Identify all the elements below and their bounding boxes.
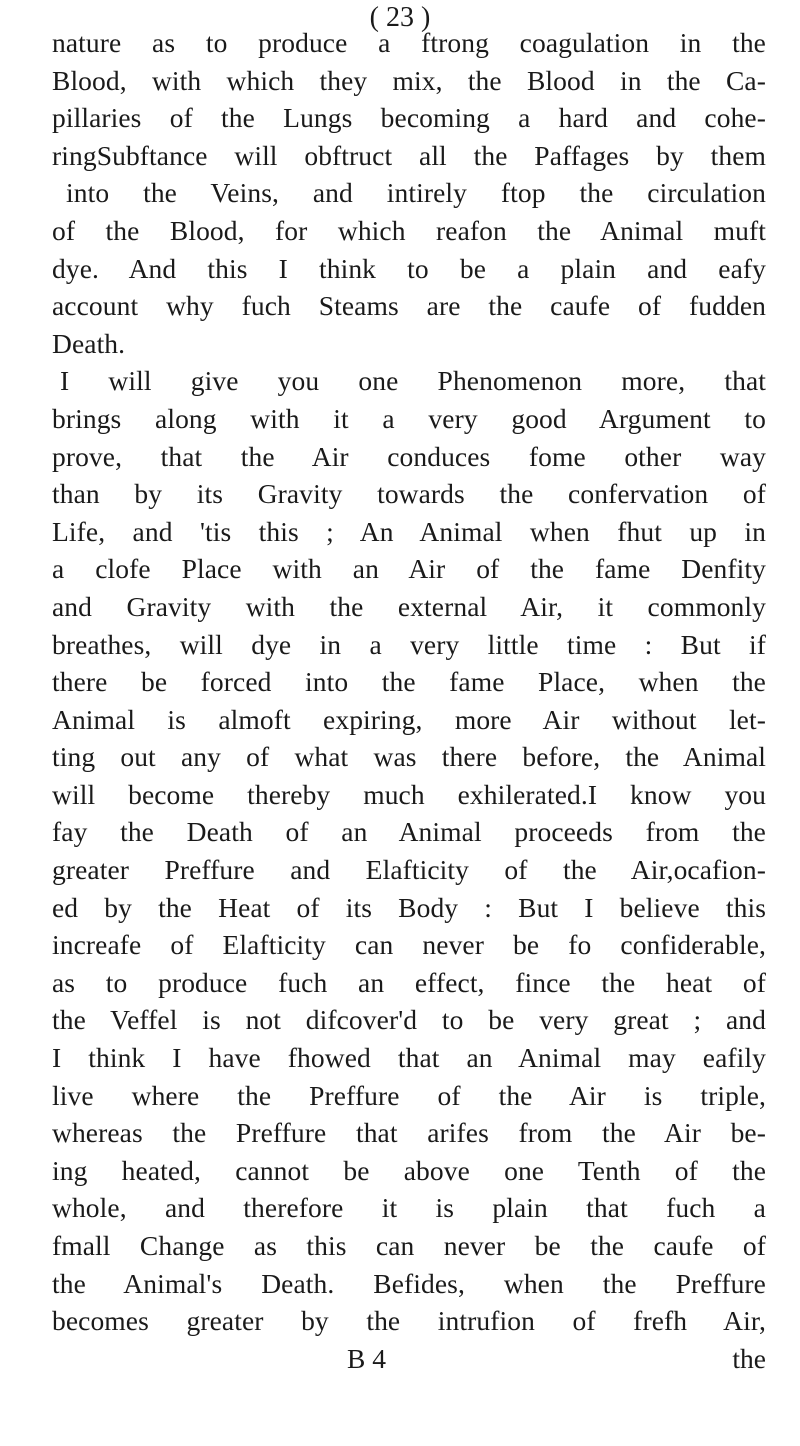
text-line: of the Blood, for which reafon the Animal muft <box>52 214 766 246</box>
signature-mark: B 4 <box>347 1342 386 1374</box>
text-line: than by its Gravity towards the confervation of <box>52 478 766 510</box>
text-line: a clofe Place with an Air of the fame Denfity <box>52 553 766 585</box>
text-line: nature as to produce a ftrong coagulation in the <box>52 27 766 58</box>
text-line: prove, that the Air conduces fome other way <box>52 440 766 472</box>
catchword: the <box>732 1342 766 1374</box>
text-line: there be forced into the fame Place, when the <box>52 666 766 698</box>
page-footer <box>52 1340 766 1378</box>
text-line: whereas the Preffure that arifes from the Air be- <box>52 1117 766 1149</box>
text-line: the Animal's Death. Befides, when the Preffure <box>52 1267 766 1299</box>
text-line: Death. <box>52 327 126 359</box>
text-line: fay the Death of an Animal proceeds from the <box>52 816 766 848</box>
text-line: Animal is almoft expiring, more Air without let- <box>52 703 766 735</box>
text-line: dye. And this I think to be a plain and eafy <box>52 252 766 284</box>
text-line: the Veffel is not difcover'd to be very great ; and <box>52 1004 766 1036</box>
text-line: fmall Change as this can never be the caufe of <box>52 1230 766 1261</box>
text-line: pillaries of the Lungs becoming a hard and cohe- <box>52 102 766 134</box>
text-line: as to produce fuch an effect, fince the heat of <box>52 966 766 998</box>
text-line: will become thereby much exhilerated.I know you <box>52 778 766 810</box>
text-line: I think I have fhowed that an Animal may eafily <box>52 1042 766 1074</box>
text-line: into the Veins, and intirely ftop the circulation <box>66 177 766 209</box>
text-line: account why fuch Steams are the caufe of fudden <box>52 290 766 322</box>
text-line: live where the Preffure of the Air is triple, <box>52 1079 766 1111</box>
text-line: breathes, will dye in a very little time : But if <box>52 628 766 660</box>
text-line: increafe of Elafticity can never be fo confiderable, <box>52 929 766 961</box>
text-line: greater Preffure and Elafticity of the Air,ocafion- <box>52 854 766 886</box>
page-number: ( 23 ) <box>369 2 431 33</box>
text-line: ting out any of what was there before, the Animal <box>52 741 766 773</box>
text-line: whole, and therefore it is plain that fuch a <box>52 1192 766 1224</box>
text-line: Blood, with which they mix, the Blood in the Ca- <box>52 64 766 96</box>
text-line: Life, and 'tis this ; An Animal when fhut up in <box>52 515 766 547</box>
text-line: ing heated, cannot be above one Tenth of the <box>52 1154 766 1186</box>
page-body <box>52 24 766 1377</box>
text-line: becomes greater by the intrufion of frefh Air, <box>52 1305 766 1337</box>
text-line: brings along with it a very good Argument to <box>52 402 766 434</box>
text-line: ed by the Heat of its Body : But I believe this <box>52 891 766 923</box>
text-line: ringSubftance will obftruct all the Paffages by them <box>52 139 766 171</box>
paragraph-start-line: I will give you one Phenomenon more, that <box>60 365 766 397</box>
text-line: and Gravity with the external Air, it commonly <box>52 590 766 622</box>
